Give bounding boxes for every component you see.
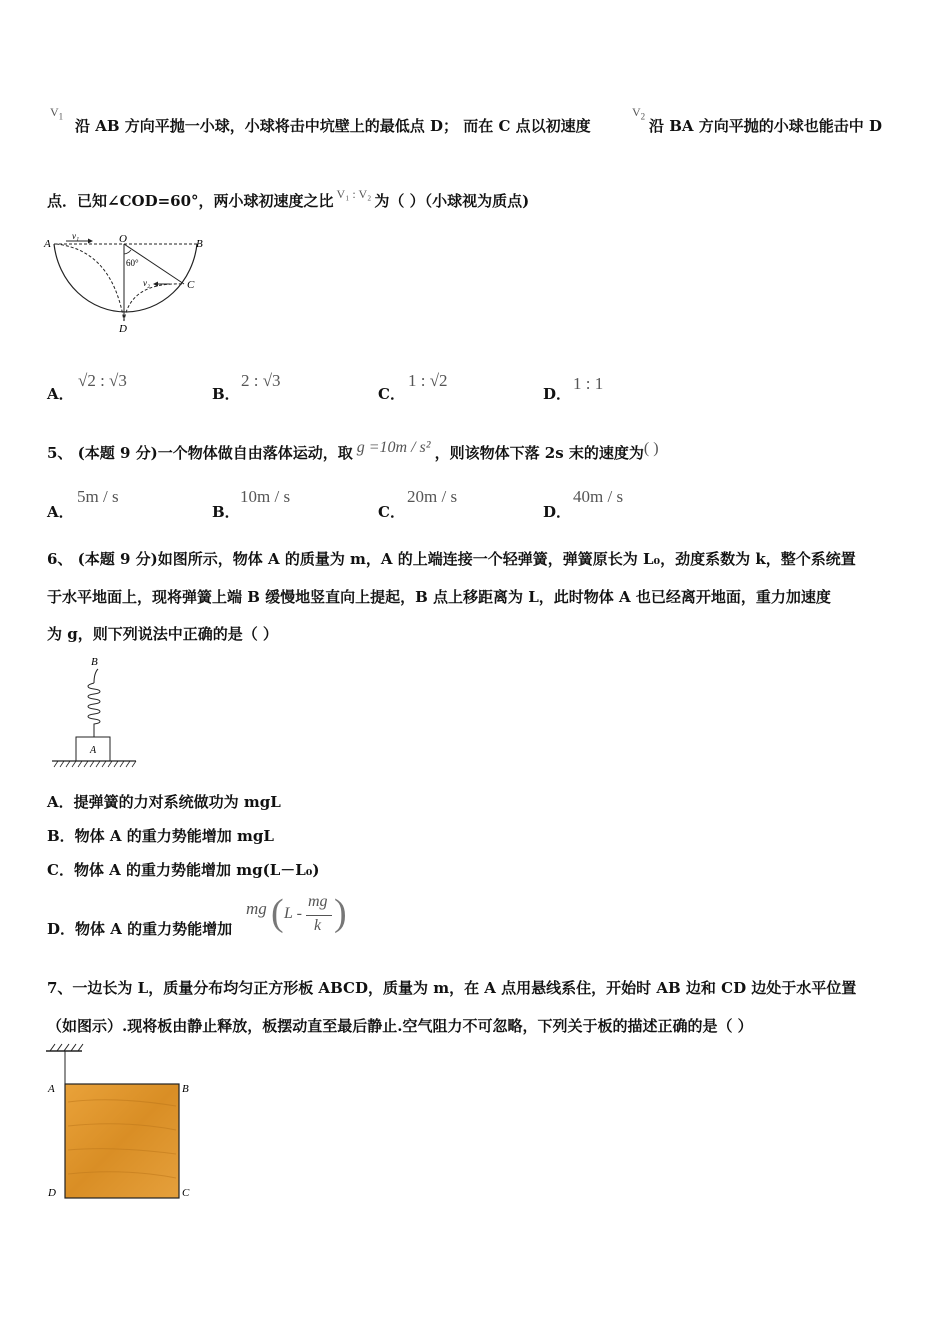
q5-option-c-letter[interactable]: C． (378, 503, 405, 521)
q4-option-d-letter[interactable]: D． (543, 385, 572, 403)
board-diagram (44, 1042, 204, 1202)
q4-option-b-value: 2 : √3 (241, 371, 281, 390)
label-b: B (91, 656, 98, 668)
q5-option-d-letter[interactable]: D． (543, 503, 572, 521)
q4-option-a-letter[interactable]: A． (47, 385, 74, 403)
v1-symbol: $V_1$ (50, 105, 64, 122)
q4-option-d-value: 1 : 1 (573, 374, 604, 393)
label-c: C (182, 1187, 190, 1199)
angle-arc (124, 250, 131, 254)
ground-hatch (54, 761, 136, 767)
label-a: A (48, 1083, 55, 1095)
label-d: D (119, 323, 127, 334)
label-b: B (182, 1083, 189, 1095)
q5-formula: g =10m / s² (356, 439, 431, 456)
q5-option-c-value: 20m / s (407, 487, 458, 506)
formula-mg: mg (246, 899, 267, 918)
fraction-bar (306, 915, 332, 916)
square-board (65, 1084, 179, 1198)
spring-diagram (48, 653, 140, 773)
q6-option-c[interactable]: C．物体 A 的重力势能增加 mg(L－L₀) (47, 861, 320, 879)
q5-option-a-value: 5m / s (77, 487, 119, 506)
q6-line2: 于水平地面上，现将弹簧上端 B 缓慢地竖直向上提起，B 点上移距离为 L，此时物体 A 也已经离开地面，重力加速度 (47, 588, 831, 606)
v2-symbol: $V_2$ (632, 105, 646, 122)
formula-l-minus: L - (284, 905, 302, 922)
label-c: C (187, 279, 195, 291)
q4-line2-text: 点．已知∠COD=60°，两小球初速度之比 (47, 192, 334, 210)
formula-denominator: k (314, 917, 322, 934)
trajectory-2 (124, 284, 182, 321)
label-o: O (119, 233, 127, 245)
formula-numerator: mg (308, 893, 328, 910)
q4-option-a-value: √2 : √3 (78, 371, 127, 390)
label-v1: v₁ (72, 232, 80, 241)
label-a: A (44, 238, 51, 250)
q6-option-b[interactable]: B．物体 A 的重力势能增加 mgL (47, 827, 274, 845)
q5-text-b: ，则该物体下落 2s 末的速度为 (434, 444, 644, 462)
q5-option-b-value: 10m / s (240, 487, 291, 506)
velocity-ratio: V₁ : V₂ (336, 187, 372, 201)
q5-stem (47, 439, 659, 463)
label-b: B (196, 238, 203, 250)
q5-option-d-value: 40m / s (573, 487, 624, 506)
formula-open-paren: ( (271, 892, 284, 934)
q5-option-a-letter[interactable]: A． (47, 503, 74, 521)
q6-line3: 为 g，则下列说法中正确的是（ ） (47, 625, 278, 643)
pit-diagram (42, 232, 212, 334)
q7-line1: 7、一边长为 L，质量分布均匀正方形板 ABCD，质量为 m，在 A 点用悬线系住，开始时 AB 边和 CD 边处于水平位置 (47, 979, 857, 997)
formula-close-paren: ) (334, 892, 347, 934)
spring-coil (88, 683, 100, 737)
q4-line2-text-b: 为（ ）（小球视为质点) (374, 192, 530, 210)
label-a: A (90, 745, 97, 756)
ceiling-hatch (50, 1044, 83, 1051)
q6-option-a[interactable]: A．提弹簧的力对系统做功为 mgL (47, 793, 281, 811)
label-v2: v₂ (143, 278, 151, 288)
v1-arrowhead (88, 239, 93, 244)
q6-line1: 6、 (本题 9 分)如图所示，物体 A 的质量为 m，A 的上端连接一个轻弹簧，弹簧原长为 L₀，劲度系数为 k，整个系统置 (47, 550, 856, 568)
trajectory-1 (56, 244, 124, 321)
q4-option-c-letter[interactable]: C． (378, 385, 405, 403)
v2-arrowhead (153, 282, 158, 287)
q5-paren: ( ) (643, 440, 659, 457)
spring-hook (94, 669, 98, 683)
q4-line1-text: 沿 AB 方向平抛一小球，小球将击中坑壁上的最低点 D； 而在 C 点以初速度 (75, 117, 591, 135)
label-angle: 60° (126, 258, 139, 268)
q6-option-d-formula (246, 893, 346, 941)
q4-line2 (47, 187, 530, 211)
q4-line1-text-b: 沿 BA 方向平抛的小球也能击中 D (649, 117, 882, 135)
q6-option-d-text: D．物体 A 的重力势能增加 (47, 920, 233, 938)
q7-line2: （如图示）.现将板由静止释放，板摆动直至最后静止.空气阻力不可忽略，下列关于板的描述正确的是（ ） (47, 1017, 753, 1035)
q6-option-d[interactable] (47, 918, 232, 939)
q5-option-b-letter[interactable]: B． (212, 503, 240, 521)
q5-text-a: 5、 (本题 9 分)一个物体做自由落体运动，取 (47, 444, 353, 462)
q4-option-c-value: 1 : √2 (408, 371, 448, 390)
label-d: D (48, 1187, 56, 1199)
q4-option-b-letter[interactable]: B． (212, 385, 240, 403)
